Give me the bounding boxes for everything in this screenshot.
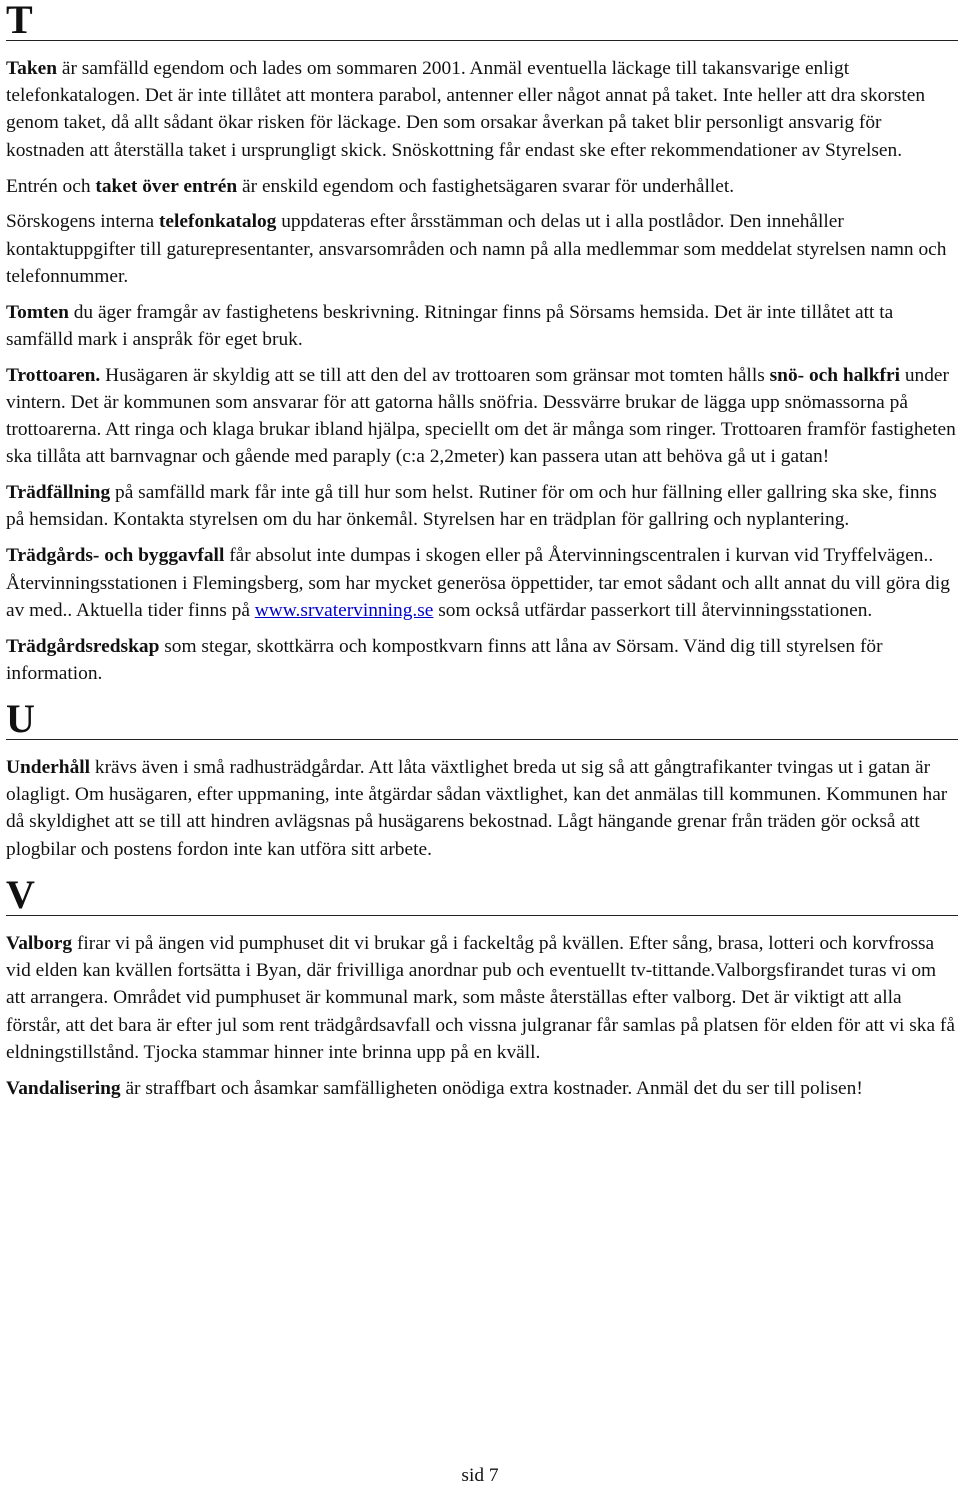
term-taket-over-entren: taket över entrén xyxy=(95,175,238,197)
paragraph-tradfallning: Trädfällning på samfälld mark får inte gå till hur som helst. Rutiner för om och hur fällning eller gallring ska ske, finns på hemsidan. Kontakta styrelsen om du har önkemål. Styrelsen har en trädplan för gallring och nyplantering. xyxy=(6,482,937,531)
term-valborg: Valborg xyxy=(6,932,73,954)
paragraph-tomten: Tomten du äger framgår av fastighetens beskrivning. Ritningar finns på Sörsams hemsida. Det är inte tillåtet att ta samfälld mark i anspråk för eget bruk. xyxy=(6,301,894,350)
paragraph-trottoaren: Trottoaren. Husägaren är skyldig att se till att den del av trottoaren som gränsar mot tomten hålls snö- och halkfri under vintern. Det är kommunen som ansvarar för att gatorna hålls snöfria. Dessvärre brukar de lägga upp snömassorna på trottoarerna. Att ringa och klaga brukar ibland hjälpa, speciellt om det är många som ringer. Trottoaren framför fastigheten ska tillåta att barnvagnar och gående med paraply (c:a 2,2meter) kan passera utan att behöva gå ut i gatan! xyxy=(6,364,956,468)
term-sno-och-halkfri: snö- och halkfri xyxy=(769,364,900,386)
paragraph-tradgardsavfall: Trädgårds- och byggavfall får absolut inte dumpas i skogen eller på Återvinningscentralen i kurvan vid Tryffelvägen.. Återvinningsstationen i Flemingsberg, som har mycket generösa öppettider, tar emot sådant och allt annat du vill göra dig av med.. Aktuella tider finns på www.srvatervinning.se som också utfärdar passerkort till återvinningsstationen. xyxy=(6,545,950,621)
term-tomten: Tomten xyxy=(6,301,69,323)
paragraph-underhall: Underhåll krävs även i små radhusträdgårdar. Att låta växtlighet breda ut sig så att gångtrafikanter tvingas ut i gatan är olagligt. Om husägaren, efter uppmaning, inte åtgärdar sådan växtlighet, kan det anmälas till kommunen. Kommunen har då skyldighet att se till att hindren avlägsnas på husägarens bekostnad. Lågt hängande grenar från träden gör också att plogbilar och postens fordon inte kan utföra sitt arbete. xyxy=(6,757,948,860)
paragraph-tradgardsredskap: Trädgårdsredskap som stegar, skottkärra och kompostkvarn finns att låna av Sörsam. Vänd dig till styrelsen för information. xyxy=(6,635,883,684)
term-telefonkatalog: telefonkatalog xyxy=(158,211,277,233)
term-underhall: Underhåll xyxy=(6,757,91,779)
term-trottoaren: Trottoaren. xyxy=(6,364,101,386)
page-number: sid 7 xyxy=(461,1465,499,1486)
paragraph-valborg: Valborg firar vi på ängen vid pumphuset dit vi brukar gå i fackeltåg på kvällen. Efter sång, brasa, lotteri och korvfrossa vid elden kan kvällen fortsätta i Byan, där frivilliga anordnar pub och eventuellt tv-tittande.Valborgsfirandet turas vi om att arrangera. Området vid pumphuset är kommunal mark, som måste återställas efter valborg. Det är viktigt att alla förstår, att det bara är efter jul som rent trädgårdsavfall och vissna julgranar får samlas på platsen för elden för att vi ska få eldningstillstånd. Tjocka stammar hinner inte brinna upp på en kväll. xyxy=(6,932,955,1063)
term-vandalisering: Vandalisering xyxy=(6,1077,121,1099)
term-taken: Taken xyxy=(6,58,58,79)
paragraph-taken: Taken är samfälld egendom och lades om sommaren 2001. Anmäl eventuella läckage till takansvarige enligt telefonkatalogen. Det är inte tillåtet att montera parabol, antenner eller något annat på taket. Inte heller att dra skorsten genom taket, då allt sådant ökar risken för läckage. Den som orsakar åverkan på taket blir personligt ansvarig för kostnaden att återställa taket i ursprungligt skick. Snöskottning får endast ske efter rekommendationer av Styrelsen. xyxy=(6,58,926,161)
term-tradgards-och-byggavfall: Trädgårds- och byggavfall xyxy=(6,545,225,567)
section-heading-t: T xyxy=(6,0,958,41)
term-tradgardsredskap: Trädgårdsredskap xyxy=(6,635,160,657)
section-heading-u: U xyxy=(6,699,958,740)
term-tradfallning: Trädfällning xyxy=(6,482,111,504)
paragraph-entren: Entrén och taket över entrén är enskild egendom och fastighetsägaren svarar för underhållet. xyxy=(6,175,735,197)
paragraph-telefonkatalog: Sörskogens interna telefonkatalog uppdateras efter årsstämman och delas ut i alla postlådor. Den innehåller kontaktuppgifter till gaturepresentanter, ansvarsområden och namn på alla medlemmar som meddelat styrelsen namn och telefonnummer. xyxy=(6,211,947,287)
document-page xyxy=(6,0,956,1110)
paragraph-vandalisering: Vandalisering är straffbart och åsamkar samfälligheten onödiga extra kostnader. Anmäl det du ser till polisen! xyxy=(6,1077,863,1099)
section-heading-v: V xyxy=(6,875,958,916)
srvatervinning-link[interactable]: www.srvatervinning.se xyxy=(254,599,434,621)
